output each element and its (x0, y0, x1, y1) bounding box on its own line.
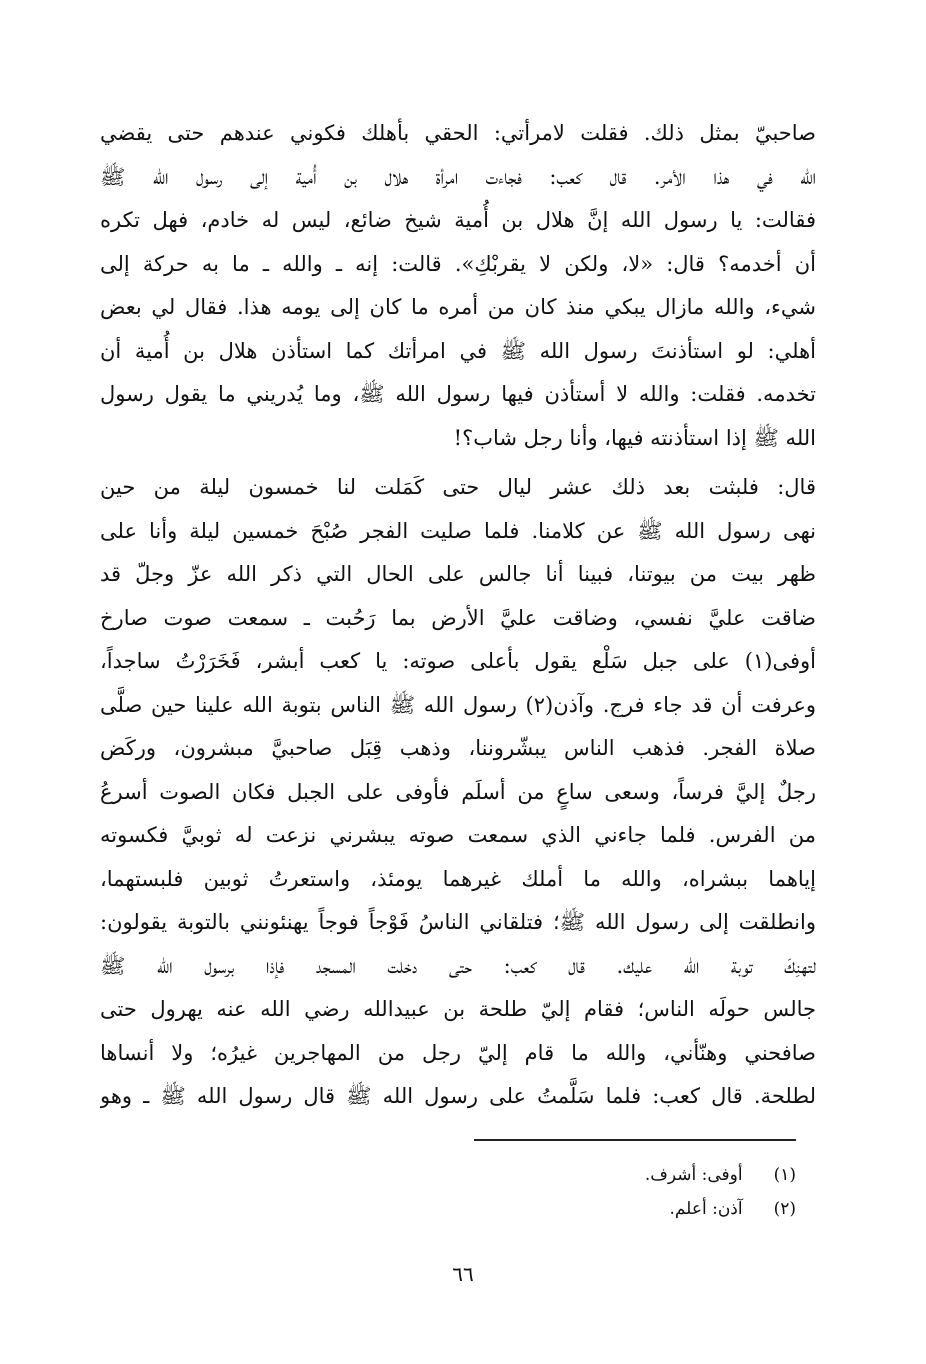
text-line: صلاة الفجر. فذهب الناس يبشّروننا، وذهب قِبَل صاحبيَّ مبشرون، وركَض (100, 736, 816, 760)
text-line: صافحني وهنّأني، والله ما قام إليّ رجل من المهاجرين غيرُه؛ ولا أنساها (100, 1040, 816, 1065)
footnote-1 (396, 1158, 796, 1192)
text-line: رجلٌ إليَّ فرساً، وسعى ساعٍ من أسلَم فأوفى على الجبل فكان الصوت أسرعُ (100, 779, 816, 804)
text-line: أهلي: لو استأذنتَ رسول الله ﷺ في امرأتك كما استأذن هلال بن أُمية أن (100, 338, 816, 363)
text-line: الله ﷺ إذا استأذنته فيها، وأنا رجل شاب؟! (453, 425, 816, 450)
paragraph-2 (100, 466, 816, 1119)
text-line: ظهر بيت من بيوتنا، فبينا أنا جالس على الحال التي ذكر الله عزّ وجلّ قد (100, 562, 816, 586)
footnote-divider (474, 1139, 796, 1141)
text-line: أوفى(١) على جبل سَلْع يقول بأعلى صوته: يا كعب أبشر، فَخَرَرْتُ ساجداً، (100, 649, 816, 673)
text-line: الله في هذا الأمر. قال كعب: فجاءت امرأة هلال بن أُمية إلى رسول الله ﷺ (100, 164, 816, 189)
page-number: ٦٦ (452, 1262, 474, 1286)
paragraph-1 (100, 112, 816, 460)
text-line: شيء، والله مازال يبكي منذ كان من أمره ما كان إلى يومه هذا. فقال لي بعض (100, 295, 816, 319)
text-line: جالس حولَه الناس؛ فقام إليّ طلحة بن عبيدالله رضي الله عنه يهرول حتى (100, 997, 816, 1021)
text-line: وعرفت أن قد جاء فرج. وآذن(٢) رسول الله ﷺ الناس بتوبة الله علينا حين صلَّى (100, 692, 816, 717)
footnote-text: آذن: أعلم. (669, 1199, 743, 1219)
text-line: فقالت: يا رسول الله إنَّ هلال بن أُمية شيخ ضائع، ليس له خادم، فهل تكره (100, 208, 816, 232)
text-line: من الفرس. فلما جاءني الذي سمعت صوته يبشرني نزعت له ثوبيَّ فكسوته (100, 823, 816, 847)
text-line: لطلحة. قال كعب: فلما سَلَّمتُ على رسول الله ﷺ قال رسول الله ﷺ ـ وهو (100, 1084, 816, 1108)
text-line: ضاقت عليَّ نفسي، وضاقت عليَّ الأرض بما رَحُبت ـ سمعت صوت صارخ (100, 605, 816, 630)
text-line: إياهما ببشراه، والله ما أملك غيرهما يومئذ، واستعرتُ ثوبين فلبستهما، (100, 866, 816, 891)
text-line: أن أخدمه؟ قال: «لا، ولكن لا يقربْكِ». قالت: إنه ـ والله ـ ما به حركة إلى (100, 251, 816, 276)
footnote-2 (396, 1192, 796, 1226)
text-line: لتهنِكَ توبة الله عليك. قال كعب: حتى دخلت المسجد فإذا برسول الله ﷺ (100, 953, 816, 978)
text-line: صاحبيّ بمثل ذلك. فقلت لامرأتي: الحقي بأهلك فكوني عندهم حتى يقضي (100, 121, 816, 145)
footnotes (396, 1158, 796, 1226)
footnote-number: (٢) (773, 1199, 796, 1219)
footnote-text: أوفى: أشرف. (644, 1165, 743, 1185)
footnote-number: (١) (773, 1165, 796, 1185)
text-line: تخدمه. فقلت: والله لا أستأذن فيها رسول الله ﷺ، وما يُدريني ما يقول رسول (100, 382, 816, 406)
text-line: نهى رسول الله ﷺ عن كلامنا. فلما صليت الفجر صُبْحَ خمسين ليلة وأنا على (100, 518, 816, 543)
text-line: وانطلقت إلى رسول الله ﷺ؛ فتلقاني الناسُ فَوْجاً فوجاً يهنئونني بالتوبة يقولون: (100, 910, 816, 934)
text-line: قال: فلبثت بعد ذلك عشر ليال حتى كَمَلت لنا خمسون ليلة من حين (100, 475, 816, 499)
